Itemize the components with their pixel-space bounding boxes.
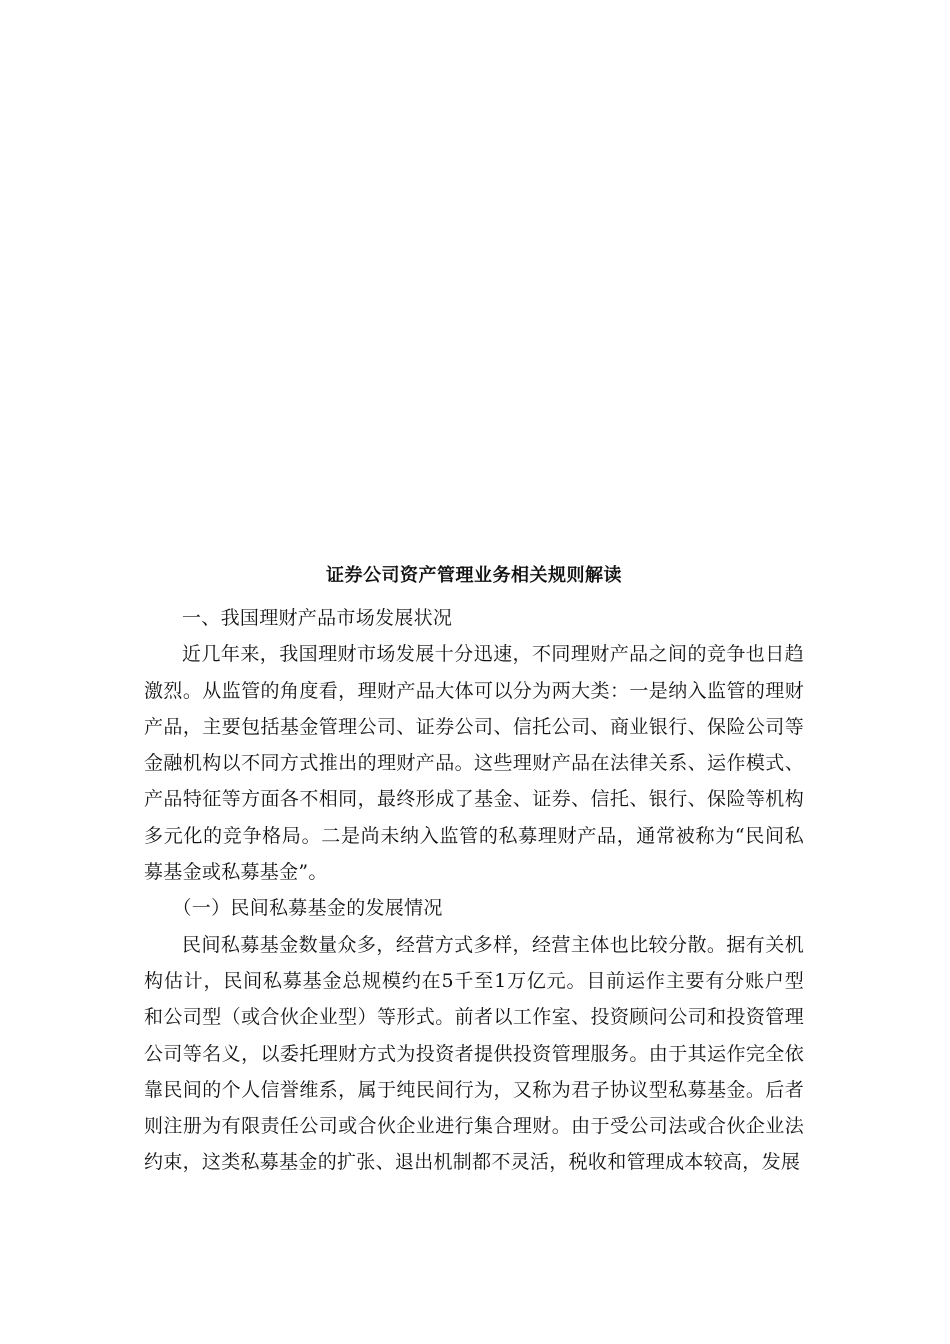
- subsection-heading: （一）民间私募基金的发展情况: [172, 897, 443, 920]
- document-body: [144, 560, 804, 1181]
- section-heading: 一、我国理财产品市场发展状况: [182, 607, 453, 629]
- document-title: 证券公司资产管理业务相关规则解读: [326, 565, 622, 586]
- paragraph-market-overview: 近几年来，我国理财市场发展十分迅速，不同理财产品之间的竞争也日趋激烈。从监管的角度看，理财产品大体可以分为两大类：一是纳入监管的理财产品，主要包括基金管理公司、证券公司、信托公司、商业银行、保险公司等金融机构以不同方式推出的理财产品。这些理财产品在法律关系、运作模式、产品特征等方面各不相同，最终形成了基金、证券、信托、银行、保险等机构多元化的竞争格局。二是尚未纳入监管的私募理财产品，通常被称为“民间私募基金或私募基金”。: [144, 643, 804, 884]
- paragraph-private-funds: 民间私募基金数量众多，经营方式多样，经营主体也比较分散。据有关机构估计，民间私募基金总规模约在5千至1万亿元。目前运作主要有分账户型和公司型（或合伙企业型）等形式。前者以工作室、投资顾问公司和投资管理公司等名义，以委托理财方式为投资者提供投资管理服务。由于其运作完全依靠民间的个人信誉维系，属于纯民间行为，又称为君子协议型私募基金。后者则注册为有限责任公司或合伙企业进行集合理财。由于受公司法或合伙企业法约束，这类私募基金的扩张、退出机制都不灵活，税收和管理成本较高，发展: [144, 933, 804, 1174]
